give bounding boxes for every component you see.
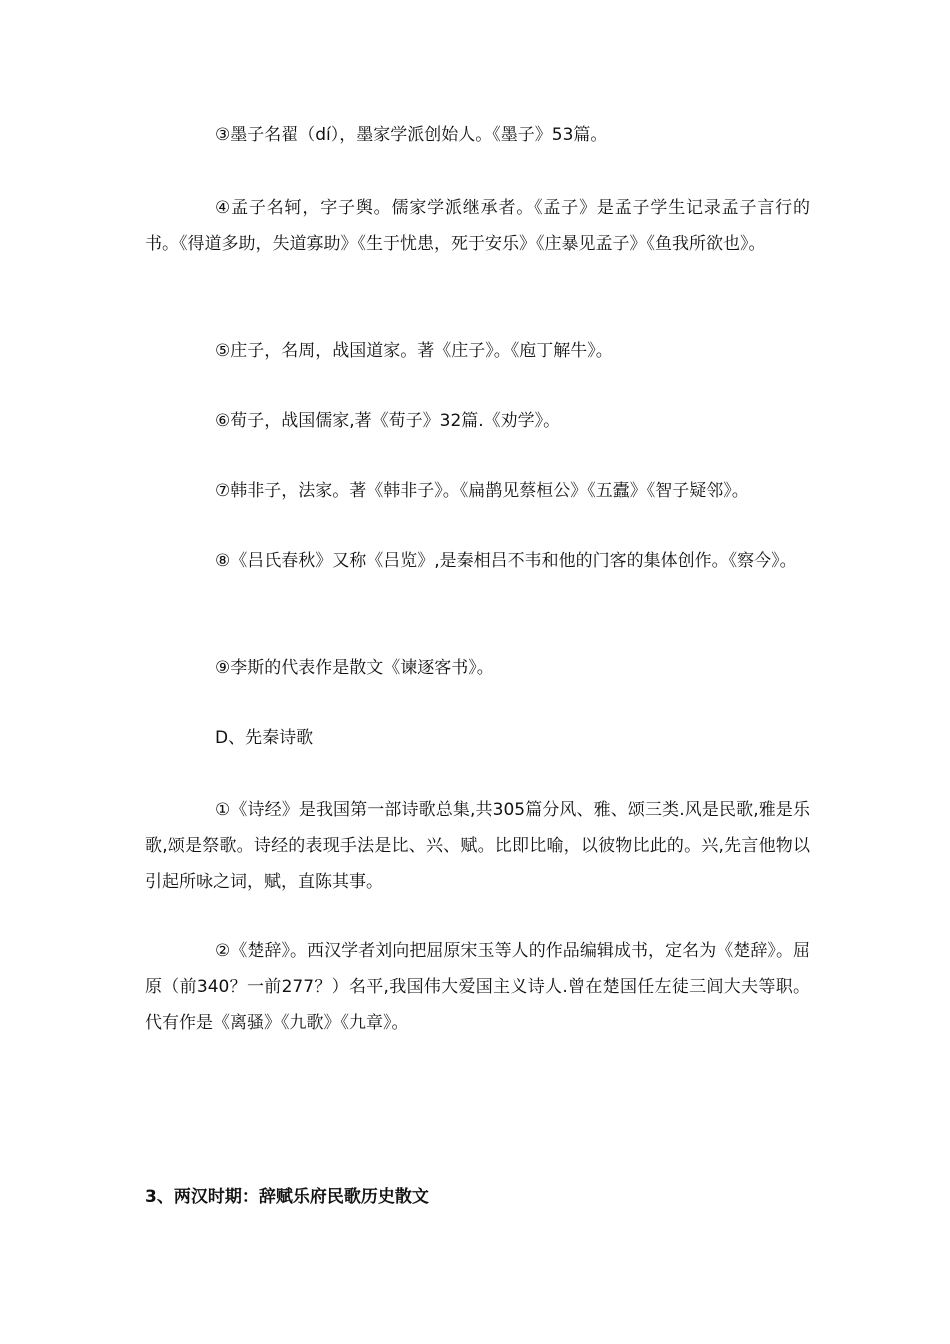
paragraph-hanfeizi: ⑦韩非子，法家。著《韩非子》。《扁鹊见蔡桓公》《五蠹》《智子疑邻》。	[215, 481, 749, 501]
paragraph-shijing: ①《诗经》是我国第一部诗歌总集,共305篇分风、雅、颂三类.风是民歌,雅是乐歌,颂是祭歌。诗经的表现手法是比、兴、赋。比即比喻，以彼物比此的。兴,先言他物以引起所咏之词，赋，直陈其事。	[145, 800, 810, 892]
paragraph-zhuangzi: ⑤庄子，名周，战国道家。著《庄子》。《庖丁解牛》。	[215, 341, 613, 361]
paragraph-chuci: ②《楚辞》。西汉学者刘向把屈原宋玉等人的作品编辑成书，定名为《楚辞》。屈原（前340？一前277？）名平,我国伟大爱国主义诗人.曾在楚国任左徒三闾大夫等职。代有作是《离骚》《九歌》《九章》。	[145, 941, 810, 1033]
paragraph-mengzi: ④孟子名轲，字子舆。儒家学派继承者。《孟子》是孟子学生记录孟子言行的书。《得道多助，失道寡助》《生于忧患，死于安乐》《庄暴见孟子》《鱼我所欲也》。	[145, 198, 810, 254]
paragraph-mozi: ③墨子名翟（dí），墨家学派创始人。《墨子》53篇。	[215, 125, 608, 145]
paragraph-xunzi: ⑥荀子，战国儒家,著《荀子》32篇.《劝学》。	[215, 411, 561, 431]
paragraph-lushichunqiu: ⑧《吕氏春秋》又称《吕览》,是秦相吕不韦和他的门客的集体创作。《察今》。	[215, 551, 797, 571]
section-heading-han: 3、两汉时期：辞赋乐府民歌历史散文	[145, 1187, 429, 1207]
subheading-xianqin-poetry: D、先秦诗歌	[215, 728, 314, 748]
paragraph-lisi: ⑨李斯的代表作是散文《谏逐客书》。	[215, 658, 494, 678]
